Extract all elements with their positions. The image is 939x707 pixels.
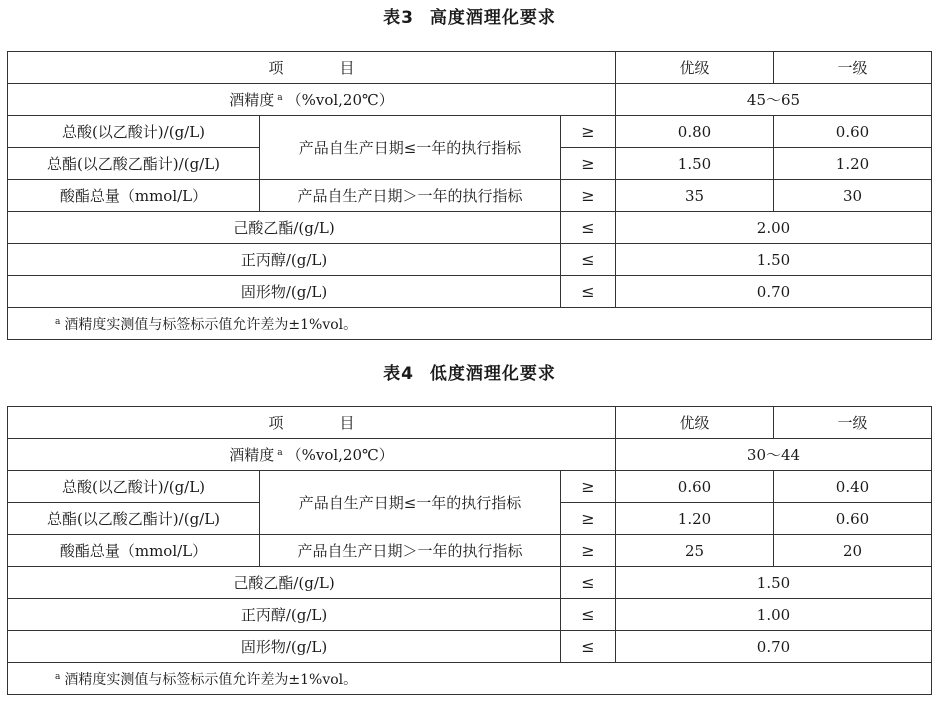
solids-value-cell: 0.70	[616, 631, 932, 663]
acid-name-cell: 总酸(以乙酸计)/(g/L)	[8, 116, 260, 148]
table-row	[8, 308, 932, 340]
condition-within-year-cell: 产品自生产日期≤一年的执行指标	[260, 116, 561, 180]
alcohol-range-cell: 45～65	[616, 84, 932, 116]
condition-within-year-cell: 产品自生产日期≤一年的执行指标	[260, 471, 561, 535]
footnote-mark: a	[55, 316, 61, 327]
alcohol-label-cell: 酒精度 $^a$ （%vol,20℃）	[8, 439, 616, 471]
solids-name-cell: 固形物/(g/L)	[8, 276, 561, 308]
hexanoate-value-cell: 2.00	[616, 212, 932, 244]
operator-cell: ≤	[561, 567, 616, 599]
table-3	[7, 51, 932, 340]
condition-over-year-cell: 产品自生产日期＞一年的执行指标	[260, 180, 561, 212]
operator-cell: ≤	[561, 276, 616, 308]
hexanoate-name-cell: 己酸乙酯/(g/L)	[8, 212, 561, 244]
table-row	[8, 631, 932, 663]
footnote-mark: a	[55, 671, 61, 682]
table-4-label: 表4	[383, 364, 414, 384]
acid-name-cell: 总酸(以乙酸计)/(g/L)	[8, 471, 260, 503]
total-first-cell: 30	[774, 180, 932, 212]
hexanoate-value-cell: 1.50	[616, 567, 932, 599]
ester-name-cell: 总酯(以乙酸乙酯计)/(g/L)	[8, 148, 260, 180]
footnote-mark: a	[277, 448, 283, 458]
hexanoate-name-cell: 己酸乙酯/(g/L)	[8, 567, 561, 599]
ester-first-cell: 1.20	[774, 148, 932, 180]
ester-name-cell: 总酯(以乙酸乙酯计)/(g/L)	[8, 503, 260, 535]
total-superior-cell: 35	[616, 180, 774, 212]
total-superior-cell: 25	[616, 535, 774, 567]
alcohol-label-cell: 酒精度 $^a$ （%vol,20℃）	[8, 84, 616, 116]
table-row	[8, 599, 932, 631]
header-superior-grade: 优级	[616, 407, 774, 439]
table-row	[8, 180, 932, 212]
ester-superior-cell: 1.20	[616, 503, 774, 535]
header-item-cell: 项 目	[8, 407, 616, 439]
acid-superior-cell: 0.60	[616, 471, 774, 503]
propanol-name-cell: 正丙醇/(g/L)	[8, 599, 561, 631]
table-4-title: 低度酒理化要求	[429, 364, 556, 384]
table-row	[8, 52, 932, 84]
total-name-cell: 酸酯总量（mmol/L）	[8, 180, 260, 212]
table-row	[8, 471, 932, 503]
table-footnote: $^a$ 酒精度实测值与标签标示值允许差为±1%vol。	[8, 308, 932, 340]
operator-cell: ≤	[561, 244, 616, 276]
table-4-caption	[0, 362, 939, 386]
table-3-label: 表3	[383, 8, 414, 28]
header-superior-grade: 优级	[616, 52, 774, 84]
operator-cell: ≤	[561, 212, 616, 244]
table-3-title: 高度酒理化要求	[429, 8, 556, 28]
table-row	[8, 84, 932, 116]
propanol-value-cell: 1.00	[616, 599, 932, 631]
table-footnote: $^a$ 酒精度实测值与标签标示值允许差为±1%vol。	[8, 663, 932, 695]
ester-first-cell: 0.60	[774, 503, 932, 535]
header-first-grade: 一级	[774, 407, 932, 439]
solids-value-cell: 0.70	[616, 276, 932, 308]
table-row	[8, 276, 932, 308]
header-item-cell: 项 目	[8, 52, 616, 84]
table-row	[8, 535, 932, 567]
operator-cell: ≥	[561, 503, 616, 535]
solids-name-cell: 固形物/(g/L)	[8, 631, 561, 663]
header-first-grade: 一级	[774, 52, 932, 84]
table-row	[8, 407, 932, 439]
propanol-value-cell: 1.50	[616, 244, 932, 276]
acid-first-cell: 0.40	[774, 471, 932, 503]
total-first-cell: 20	[774, 535, 932, 567]
condition-over-year-cell: 产品自生产日期＞一年的执行指标	[260, 535, 561, 567]
table-4	[7, 406, 932, 695]
operator-cell: ≤	[561, 631, 616, 663]
operator-cell: ≥	[561, 148, 616, 180]
propanol-name-cell: 正丙醇/(g/L)	[8, 244, 561, 276]
table-row	[8, 439, 932, 471]
ester-superior-cell: 1.50	[616, 148, 774, 180]
acid-first-cell: 0.60	[774, 116, 932, 148]
table-row	[8, 244, 932, 276]
table-row	[8, 116, 932, 148]
operator-cell: ≥	[561, 116, 616, 148]
operator-cell: ≥	[561, 180, 616, 212]
footnote-mark: a	[277, 93, 283, 103]
table-row	[8, 212, 932, 244]
acid-superior-cell: 0.80	[616, 116, 774, 148]
operator-cell: ≥	[561, 535, 616, 567]
table-row	[8, 567, 932, 599]
table-3-caption	[0, 6, 939, 30]
total-name-cell: 酸酯总量（mmol/L）	[8, 535, 260, 567]
operator-cell: ≥	[561, 471, 616, 503]
alcohol-range-cell: 30～44	[616, 439, 932, 471]
table-row	[8, 663, 932, 695]
operator-cell: ≤	[561, 599, 616, 631]
